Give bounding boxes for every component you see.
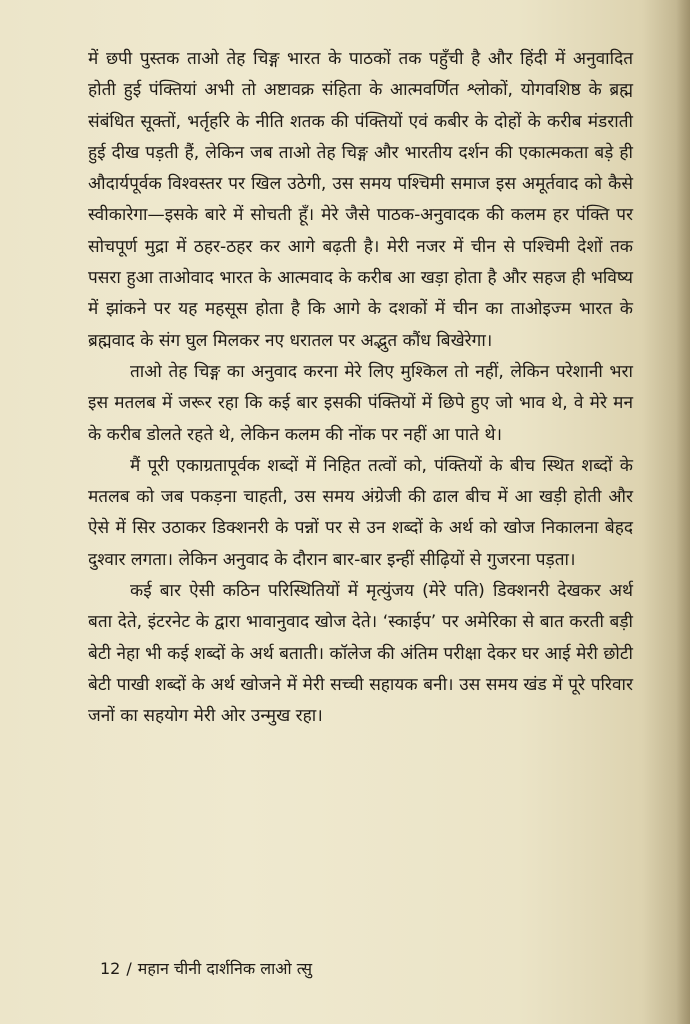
footer-separator: / xyxy=(126,959,132,978)
paragraph-3: मैं पूरी एकाग्रतापूर्वक शब्दों में निहित तत्वों को, पंक्तियों के बीच स्थित शब्दों के मतलब को जब पकड़ना चाहती, उस समय अंग्रेजी की ढाल बीच में आ खड़ी होती और ऐसे में सिर उठाकर डिक्शनरी के पन्नों पर से उन शब्दों के अर्थ को खोज निकालना बेहद दुश्वार लगता। लेकिन अनुवाद के दौरान बार-बार इन्हीं सीढ़ियों से गुजरना पड़ता। xyxy=(88,455,633,570)
running-title: महान चीनी दार्शनिक लाओ त्सु xyxy=(137,959,313,978)
paragraph-4: कई बार ऐसी कठिन परिस्थितियों में मृत्युंजय (मेरे पति) डिक्शनरी देखकर अर्थ बता देते, इंटरनेट के द्वारा भावानुवाद खोज देते। ‘स्काईप’ पर अमेरिका से बात करती बड़ी बेटी नेहा भी कई शब्दों के अर्थ बताती। कॉलेज की अंतिम परीक्षा देकर घर आई मेरी छोटी बेटी पाखी शब्दों के अर्थ खोजने में मेरी सच्ची सहायक बनी। उस समय खंड में पूरे परिवार जनों का सहयोग मेरी ओर उन्मुख रहा। xyxy=(88,581,633,727)
page-footer xyxy=(100,957,312,979)
paragraph-2: ताओ तेह चिङ्ग का अनुवाद करना मेरे लिए मुश्किल तो नहीं, लेकिन परेशानी भरा इस मतलब में जरूर रहा कि कई बार इसकी पंक्तियों में छिपे हुए जो भाव थे, वे मेरे मन के करीब डोलते रहते थे, लेकिन कलम की नोंक पर नहीं आ पाते थे। xyxy=(88,361,633,445)
body-text xyxy=(88,44,633,733)
page-number: 12 xyxy=(100,959,121,978)
paragraph-1: में छपी पुस्तक ताओ तेह चिङ्ग भारत के पाठकों तक पहुँची है और हिंदी में अनुवादित होती हुई पंक्तियां अभी तो अष्टावक्र संहिता के आत्मवर्णित श्लोकों, योगवशिष्ठ के ब्रह्म संबंधित सूक्तों, भर्तृहरि के नीति शतक की पंक्तियों एवं कबीर के दोहों के करीब मंडराती हुई दीख पड़ती हैं, लेकिन जब ताओ तेह चिङ्ग और भारतीय दर्शन की एकात्मकता बड़े ही औदार्यपूर्वक विश्वस्तर पर खिल उठेगी, उस समय पश्चिमी समाज इस अमूर्तवाद को कैसे स्वीकारेगा—इसके बारे में सोचती हूँ। मेरे जैसे पाठक-अनुवादक की कलम हर पंक्ति पर सोचपूर्ण मुद्रा में ठहर-ठहर कर आगे बढ़ती है। मेरी नजर में चीन से पश्चिमी देशों तक पसरा हुआ ताओवाद भारत के आत्मवाद के करीब आ खड़ा होता है और सहज ही भविष्य में झांकने पर यह महसूस होता है कि आगे के दशकों में चीन का ताओइज्म भारत के ब्रह्मवाद के संग घुल मिलकर नए धरातल पर अद्भुत कौंध बिखेरेगा। xyxy=(88,49,633,351)
